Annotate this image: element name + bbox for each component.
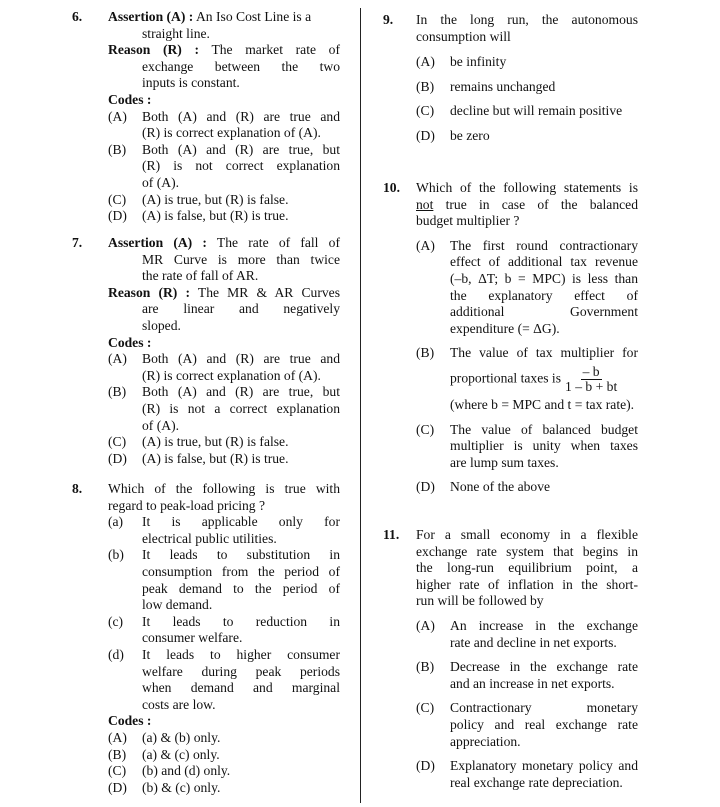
option-text: (–b, ΔT; b = MPC) is less than: [450, 270, 638, 286]
option-text: (R) is not correct explanation: [142, 158, 340, 174]
question-stem: For a small economy in a flexible: [416, 527, 638, 542]
option-a[interactable]: [416, 238, 638, 338]
option-b[interactable]: [108, 384, 340, 434]
question-stem: higher rate of inflation in the short-: [416, 576, 638, 592]
option-text: decline but will remain positive: [450, 103, 623, 119]
assertion-text: straight line.: [142, 25, 210, 41]
statement-text: costs are low.: [142, 696, 216, 712]
statement-text: It leads to higher consumer: [142, 646, 340, 662]
assertion-text: The rate of fall of: [216, 235, 340, 250]
statement-text: low demand.: [142, 597, 213, 613]
option-label: (D): [416, 479, 435, 495]
option-text: (a) & (b) only.: [142, 729, 221, 745]
question-stem-emphasis: not: [416, 196, 434, 212]
column-divider: [360, 8, 361, 803]
codes-label: Codes :: [108, 334, 152, 350]
option-a[interactable]: [108, 351, 340, 384]
option-text: (A) is false, but (R) is true.: [142, 450, 289, 466]
statement-label: (c): [108, 613, 124, 629]
statement-text: consumption from the period of: [142, 563, 340, 579]
option-text: (b) & (c) only.: [142, 779, 221, 795]
option-text: appreciation.: [450, 733, 521, 749]
question-stem: regard to peak-load pricing ?: [108, 497, 266, 513]
option-text: (R) is correct explanation of (A).: [142, 125, 321, 141]
option-text: Contractionary monetary: [450, 700, 638, 716]
assertion-text: MR Curve is more than twice: [142, 251, 340, 267]
question-stem: Which of the following is true with: [108, 481, 340, 496]
option-text: (a) & (c) only.: [142, 746, 220, 762]
option-label: (C): [416, 103, 435, 119]
question-stem: consumption will: [416, 28, 511, 44]
statement-label: (a): [108, 514, 124, 530]
assertion-label: Assertion (A) :: [108, 9, 194, 24]
option-text: policy and real exchange rate: [450, 716, 638, 732]
question-number: 6.: [72, 9, 83, 24]
option-label: (A): [416, 617, 435, 633]
option-text: rate and decline in net exports.: [450, 634, 617, 650]
option-text: (A) is false, but (R) is true.: [142, 208, 289, 224]
tax-multiplier-fraction: [563, 365, 619, 394]
option-text: Decrease in the exchange rate: [450, 659, 638, 675]
question-number: 7.: [72, 235, 83, 250]
option-text: and an increase in net exports.: [450, 675, 615, 691]
option-label: (D): [416, 127, 435, 143]
option-b[interactable]: [416, 79, 638, 96]
codes-label: Codes :: [108, 713, 152, 729]
option-text: Both (A) and (R) are true and: [142, 108, 340, 124]
option-a[interactable]: [416, 618, 638, 651]
option-a[interactable]: [108, 109, 340, 142]
option-text: remains unchanged: [450, 78, 556, 94]
question-stem: Which of the following statements is: [416, 180, 638, 195]
option-text: The value of tax multiplier for: [450, 345, 638, 361]
option-text: (b) and (d) only.: [142, 763, 231, 779]
option-label: (D): [108, 208, 127, 224]
reason-text: are linear and negatively: [142, 301, 340, 317]
statement-text: It leads to substitution in: [142, 547, 340, 563]
statement-b: [108, 547, 340, 613]
option-label: (D): [108, 450, 127, 466]
option-label: (A): [416, 54, 435, 70]
option-text: (R) is correct explanation of (A).: [142, 367, 321, 383]
option-d[interactable]: [108, 780, 340, 797]
question-stem: the long-run equilibrium point, a: [416, 560, 638, 576]
option-text: are lump sum taxes.: [450, 454, 559, 470]
option-label: (C): [416, 700, 435, 716]
option-d[interactable]: [416, 128, 638, 145]
option-label: (D): [416, 758, 435, 774]
fraction-denominator: 1 – b + bt: [565, 378, 618, 394]
reason-text: The MR & AR Curves: [197, 284, 340, 300]
option-label: (B): [108, 141, 127, 157]
statement-label: (d): [108, 646, 124, 662]
question-stem: true in case of the balanced: [445, 196, 638, 212]
option-text: multiplier is unity when taxes: [450, 438, 638, 454]
option-label: (C): [416, 421, 435, 437]
option-text: The first round contractionary: [450, 237, 638, 253]
assertion-label: Assertion (A) :: [108, 235, 207, 250]
option-text: be infinity: [450, 54, 507, 70]
question-stem: budget multiplier ?: [416, 213, 520, 229]
question-stem: In the long run, the autonomous: [416, 12, 638, 27]
option-text: None of the above: [450, 479, 551, 495]
fraction-numerator: – b: [582, 363, 600, 379]
option-label: (D): [108, 779, 127, 795]
statement-a: [108, 514, 340, 547]
option-text: proportional taxes is: [450, 370, 561, 386]
option-c[interactable]: [108, 763, 340, 780]
option-label: (B): [108, 746, 127, 762]
option-text: (A) is true, but (R) is false.: [142, 434, 289, 450]
option-c[interactable]: [416, 422, 638, 472]
option-text: real exchange rate depreciation.: [450, 774, 623, 790]
option-text: effect of additional tax revenue: [450, 254, 638, 270]
option-label: (B): [108, 384, 127, 400]
option-label: (B): [416, 659, 435, 675]
option-label: (B): [416, 78, 435, 94]
question-stem: exchange rate system that begins in: [416, 543, 638, 559]
option-b[interactable]: [416, 659, 638, 692]
option-text: of (A).: [142, 417, 179, 433]
option-text: The value of balanced budget: [450, 421, 638, 437]
option-label: (A): [416, 237, 435, 253]
option-text: additional Government: [450, 304, 638, 320]
statement-text: consumer welfare.: [142, 630, 243, 646]
option-c[interactable]: [108, 434, 340, 451]
reason-label: Reason (R) :: [108, 284, 190, 300]
option-b[interactable]: [108, 747, 340, 764]
option-label: (B): [416, 345, 435, 361]
option-d[interactable]: [108, 451, 340, 468]
option-c[interactable]: [416, 700, 638, 750]
option-label: (A): [108, 108, 127, 124]
reason-text: exchange between the two: [142, 58, 340, 74]
question-number: 11.: [383, 527, 400, 542]
option-d[interactable]: [416, 479, 638, 496]
option-text: the explanatory effect of: [450, 287, 638, 303]
option-text: of (A).: [142, 174, 179, 190]
option-b[interactable]: [416, 345, 638, 413]
option-label: (C): [108, 763, 127, 779]
option-text: (R) is not a correct explanation: [142, 400, 340, 416]
option-text: (where b = MPC and t = tax rate).: [450, 396, 635, 412]
reason-label: Reason (R) :: [108, 42, 200, 58]
reason-text: sloped.: [142, 317, 181, 333]
option-text: Both (A) and (R) are true, but: [142, 384, 340, 400]
option-d[interactable]: [108, 208, 340, 225]
statement-text: welfare during peak periods: [142, 663, 340, 679]
option-label: (A): [108, 351, 127, 367]
statement-label: (b): [108, 547, 124, 563]
statement-text: peak demand to the period of: [142, 580, 340, 596]
option-a[interactable]: [416, 54, 638, 71]
reason-text: The market rate of: [211, 42, 340, 58]
question-number: 9.: [383, 12, 394, 27]
assertion-text: An Iso Cost Line is a: [195, 9, 312, 24]
codes-label: Codes :: [108, 91, 152, 107]
statement-text: electrical public utilities.: [142, 530, 277, 546]
option-text: expenditure (= ΔG).: [450, 320, 560, 336]
option-text: An increase in the exchange: [450, 617, 638, 633]
option-text: (A) is true, but (R) is false.: [142, 191, 289, 207]
option-c[interactable]: [416, 103, 638, 120]
option-text: Both (A) and (R) are true and: [142, 351, 340, 367]
option-d[interactable]: [416, 758, 638, 791]
statement-text: It is applicable only for: [142, 514, 340, 530]
statement-text: It leads to reduction in: [142, 613, 340, 629]
assertion-text: the rate of fall of AR.: [142, 268, 259, 284]
question-stem: run will be followed by: [416, 593, 544, 609]
option-text: Both (A) and (R) are true, but: [142, 141, 340, 157]
option-a[interactable]: [108, 730, 340, 747]
question-number: 8.: [72, 481, 83, 496]
reason-text: inputs is constant.: [142, 75, 240, 91]
option-c[interactable]: [108, 192, 340, 209]
question-number: 10.: [383, 180, 400, 195]
statement-c: [108, 614, 340, 647]
option-b[interactable]: [108, 142, 340, 192]
statement-text: when demand and marginal: [142, 680, 340, 696]
statement-d: [108, 647, 340, 713]
option-text: be zero: [450, 127, 490, 143]
option-label: (C): [108, 434, 127, 450]
option-label: (C): [108, 191, 127, 207]
option-text: Explanatory monetary policy and: [450, 758, 638, 774]
option-label: (A): [108, 729, 127, 745]
